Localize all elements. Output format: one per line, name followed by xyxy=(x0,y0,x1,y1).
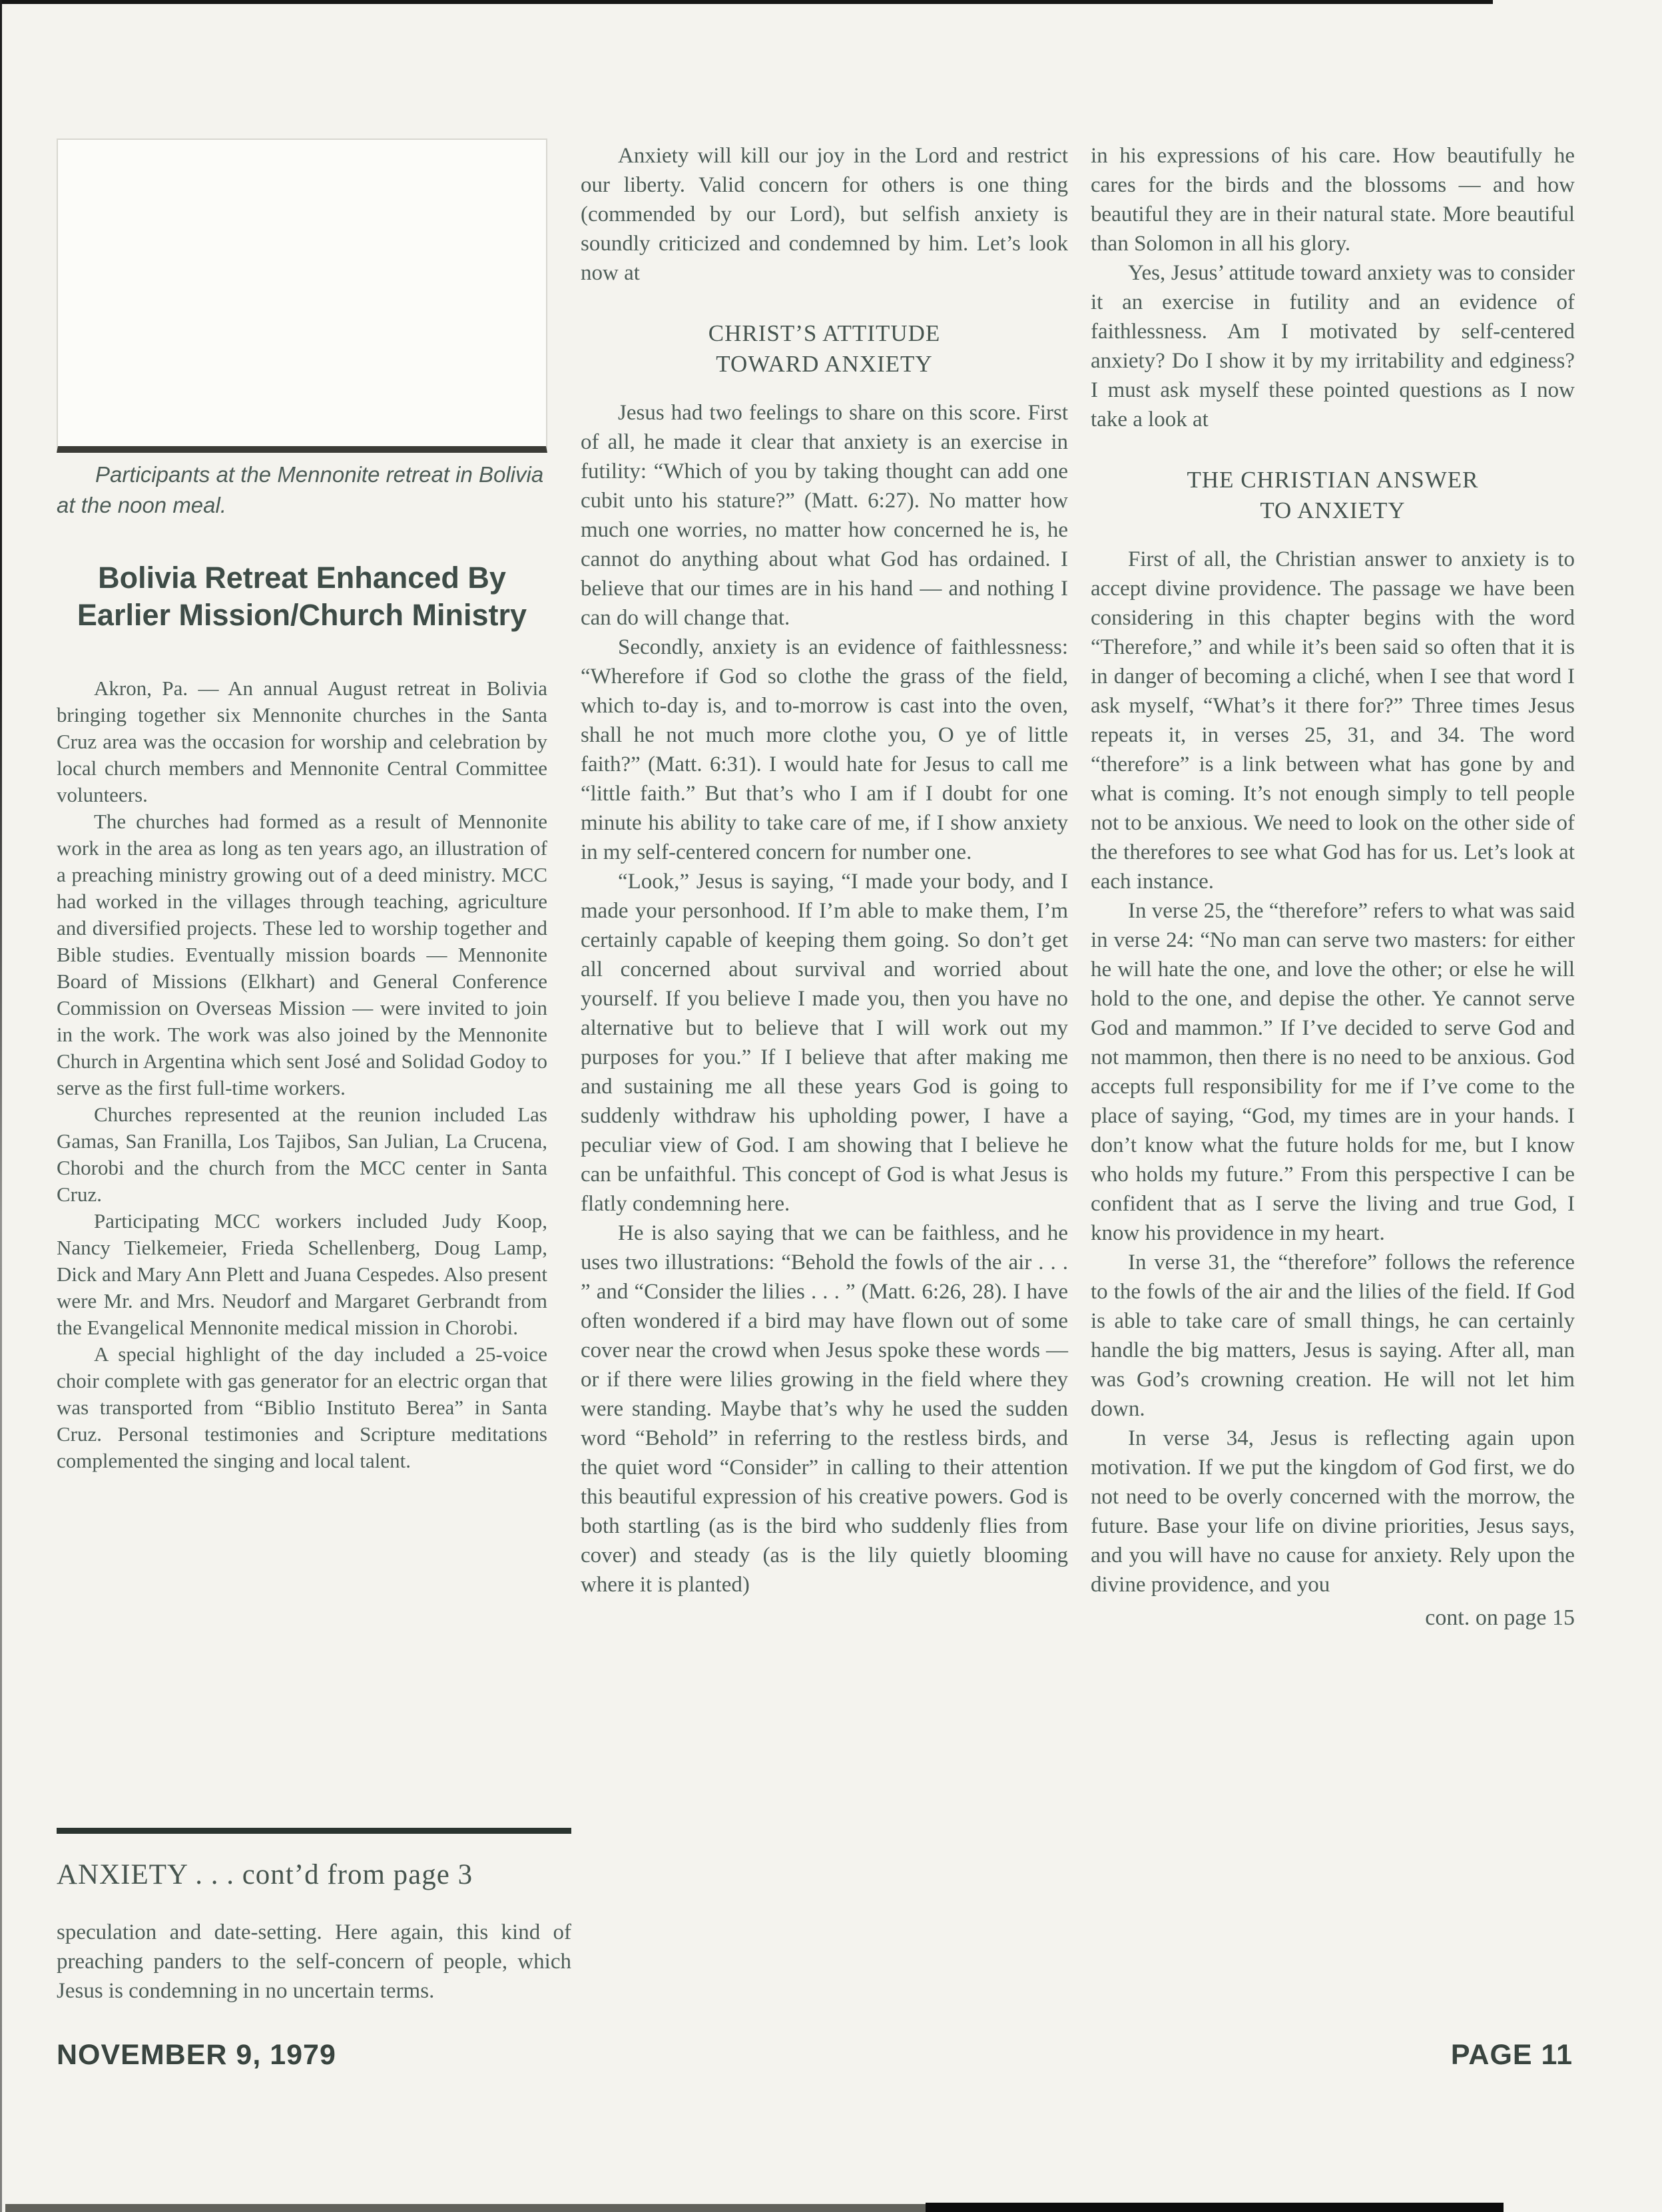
right-column xyxy=(1091,141,1575,1633)
bolivia-paragraph: A special highlight of the day included a 25-voice choir complete with gas generator for an electric organ that was transported from “Biblio Instituto Berea” in Santa Cruz. Personal testimonies and Scripture meditations complemented the singing and local talent. xyxy=(57,1342,547,1472)
heading-line-2: TOWARD ANXIETY xyxy=(716,351,933,377)
bottom-edge-scan-strip-right xyxy=(926,2203,1504,2212)
bolivia-article-headline xyxy=(57,559,547,634)
heading-line-1: CHRIST’S ATTITUDE xyxy=(708,320,941,346)
photo-caption: Participants at the Mennonite retreat in Bolivia at the noon meal. xyxy=(57,462,544,517)
anxiety-paragraph: First of all, the Christian answer to anxiety is to accept divine providence. The passage we have been considering in this chapter begins with the word “Therefore,” and while it’s been said so often that it is in danger of becoming a cliché, when I see that word I ask myself, “What’s it there for?” Three times Jesus repeats it, in verses 25, 31, and 34. The word “therefore” is a link between what has gone by and what is coming. It’s not enough simply to tell people not to be anxious. We need to look on the other side of the therefores to see what God has for us. Let’s look at each instance. xyxy=(1091,547,1575,894)
anxiety-paragraph: Anxiety will kill our joy in the Lord and restrict our liberty. Valid concern for others is one thing (commended by our Lord), but selfish anxiety is soundly criticized and condemned by him. Let’s look now at xyxy=(581,144,1068,285)
section-divider-rule xyxy=(57,1828,571,1834)
heading-line-2: TO ANXIETY xyxy=(1260,497,1406,523)
anxiety-contd-heading: ANXIETY . . . cont’d from page 3 xyxy=(57,1859,473,1890)
bolivia-paragraph: Akron, Pa. — An annual August retreat in Bolivia bringing together six Mennonite churches in the Santa Cruz area was the occasion for worship and celebration by local church members and Mennonite Central Committee volunteers. xyxy=(57,677,547,806)
headline-line-1: Bolivia Retreat Enhanced By xyxy=(98,561,506,595)
top-edge-scan-strip xyxy=(0,0,1493,4)
christian-answer-heading xyxy=(1091,465,1575,526)
bolivia-paragraph: Churches represented at the reunion included Las Gamas, San Franilla, Los Tajibos, San Julian, La Crucena, Chorobi and the church from the MCC center in Santa Cruz. xyxy=(57,1103,547,1206)
anxiety-paragraph: “Look,” Jesus is saying, “I made your body, and I made your personhood. If I’m able to make them, I’m certainly capable of keeping them going. So don’t get all concerned about survival and worried about yourself. If you believe I made you, then you have no alternative but to believe that I will work out my purposes for you.” If I believe that after making me and sustaining me all these years God is going to suddenly withdraw his upholding power, I have a peculiar view of God. I am showing that I believe he can be unfaithful. This concept of God is what Jesus is flatly condemning here. xyxy=(581,870,1068,1216)
anxiety-paragraph: He is also saying that we can be faithless, and he uses two illustrations: “Behold the fowls of the air . . . ” and “Consider the lilies . . . ” (Matt. 6:26, 28). I have often wondered if a bird may have flown out of some cover near the crowd when Jesus spoke these words — or if there were lilies growing in the field where they were standing. Maybe that’s why he used the sudden word “Behold” in referring to the restless birds, and the quiet word “Consider” in calling to their attention this beautiful expression of his creative powers. God is both startling (as is the bird who suddenly flies from cover) and steady (as is the lily quietly blooming where it is planted) xyxy=(581,1221,1068,1597)
anxiety-paragraph: in his expressions of his care. How beautifully he cares for the birds and the blossoms — and how beautiful they are in their natural state. More beautiful than Solomon in all his glory. xyxy=(1091,144,1575,256)
continued-on-page-note: cont. on page 15 xyxy=(1425,1605,1575,1630)
anxiety-paragraph: In verse 25, the “therefore” refers to what was said in verse 24: “No man can serve two masters: for either he will hate the one, and love the other; or else he will hold to the one, and depise the other. Ye cannot serve God and mammon.” If I’ve decided to serve God and not mammon, then there is no need to be anxious. God accepts full responsibility for me if I’ve come to the place of saying, “God, my times are in your hands. I don’t know what the future holds for me, but I know who holds my future.” From this perspective I can be confident that as I serve the living and true God, I know his providence in my heart. xyxy=(1091,899,1575,1245)
heading-line-1: THE CHRISTIAN ANSWER xyxy=(1187,467,1479,493)
headline-line-2: Earlier Mission/Church Ministry xyxy=(77,598,527,632)
footer-page-number: PAGE 11 xyxy=(1450,2039,1573,2071)
bolivia-paragraph: Participating MCC workers included Judy Koop, Nancy Tielkemeier, Frieda Schellenberg, Doug Lamp, Dick and Mary Ann Plett and Juana Cespedes. Also present were Mr. and Mrs. Neudorf and Margaret Gerbrandt from the Evangelical Mennonite medical mission in Chorobi. xyxy=(57,1209,547,1339)
middle-column xyxy=(581,141,1068,1599)
anxiety-contd-section xyxy=(57,1828,571,2006)
anxiety-paragraph: In verse 31, the “therefore” follows the reference to the fowls of the air and the lilies of the field. If God is able to take care of small things, he can certainly handle the big matters, Jesus is saying. After all, man was God’s crowning creation. He will not let him down. xyxy=(1091,1250,1575,1421)
anxiety-contd-paragraph: speculation and date-setting. Here again, this kind of preaching panders to the self-concern of people, which Jesus is condemning in no uncertain terms. xyxy=(57,1920,571,2003)
bottom-edge-scan-strip-left xyxy=(5,2204,926,2212)
left-column xyxy=(57,138,547,1474)
anxiety-paragraph: Jesus had two feelings to share on this score. First of all, he made it clear that anxiety is an exercise in futility: “Which of you by taking thought can add one cubit unto his stature?” (Matt. 6:27). No matter how much one worries, no matter how concerned he is, he cannot do anything about what God has ordained. I believe that our times are in his hand — and nothing I can do will change that. xyxy=(581,401,1068,630)
anxiety-paragraph: Secondly, anxiety is an evidence of faithlessness: “Wherefore if God so clothe the grass of the field, which to-day is, and to-morrow is cast into the oven, shall he not much more clothe you, O ye of little faith?” (Matt. 6:31). I would hate for Jesus to call me “little faith.” But that’s who I am if I doubt for one minute his ability to take care of me, if I show anxiety in my self-centered concern for number one. xyxy=(581,635,1068,864)
anxiety-paragraph: Yes, Jesus’ attitude toward anxiety was to consider it an exercise in futility and an evidence of faithlessness. Am I motivated by self-centered anxiety? Do I show it by my irritability and edginess? I must ask myself these pointed questions as I now take a look at xyxy=(1091,261,1575,431)
anxiety-paragraph: In verse 34, Jesus is reflecting again upon motivation. If we put the kingdom of God first, we do not need to be overly concerned with the morrow, the future. Base your life on divine priorities, Jesus says, and you will have no cause for anxiety. Rely upon the divine providence, and you xyxy=(1091,1426,1575,1597)
retreat-photo xyxy=(57,138,547,453)
left-edge-scan-line xyxy=(0,0,2,2212)
christs-attitude-heading xyxy=(581,318,1068,380)
bolivia-paragraph: The churches had formed as a result of Mennonite work in the area as long as ten years ago, an illustration of a preaching ministry growing out of a deed ministry. MCC had worked in the villages through teaching, agriculture and diversified projects. These led to worship together and Bible studies. Eventually mission boards — Mennonite Board of Missions (Elkhart) and General Conference Commission on Overseas Mission — were invited to join in the work. The work was also joined by the Mennonite Church in Argentina which sent José and Solidad Godoy to serve as the first full-time workers. xyxy=(57,810,547,1099)
bolivia-article-body xyxy=(57,675,547,1474)
footer-date: NOVEMBER 9, 1979 xyxy=(57,2039,336,2071)
